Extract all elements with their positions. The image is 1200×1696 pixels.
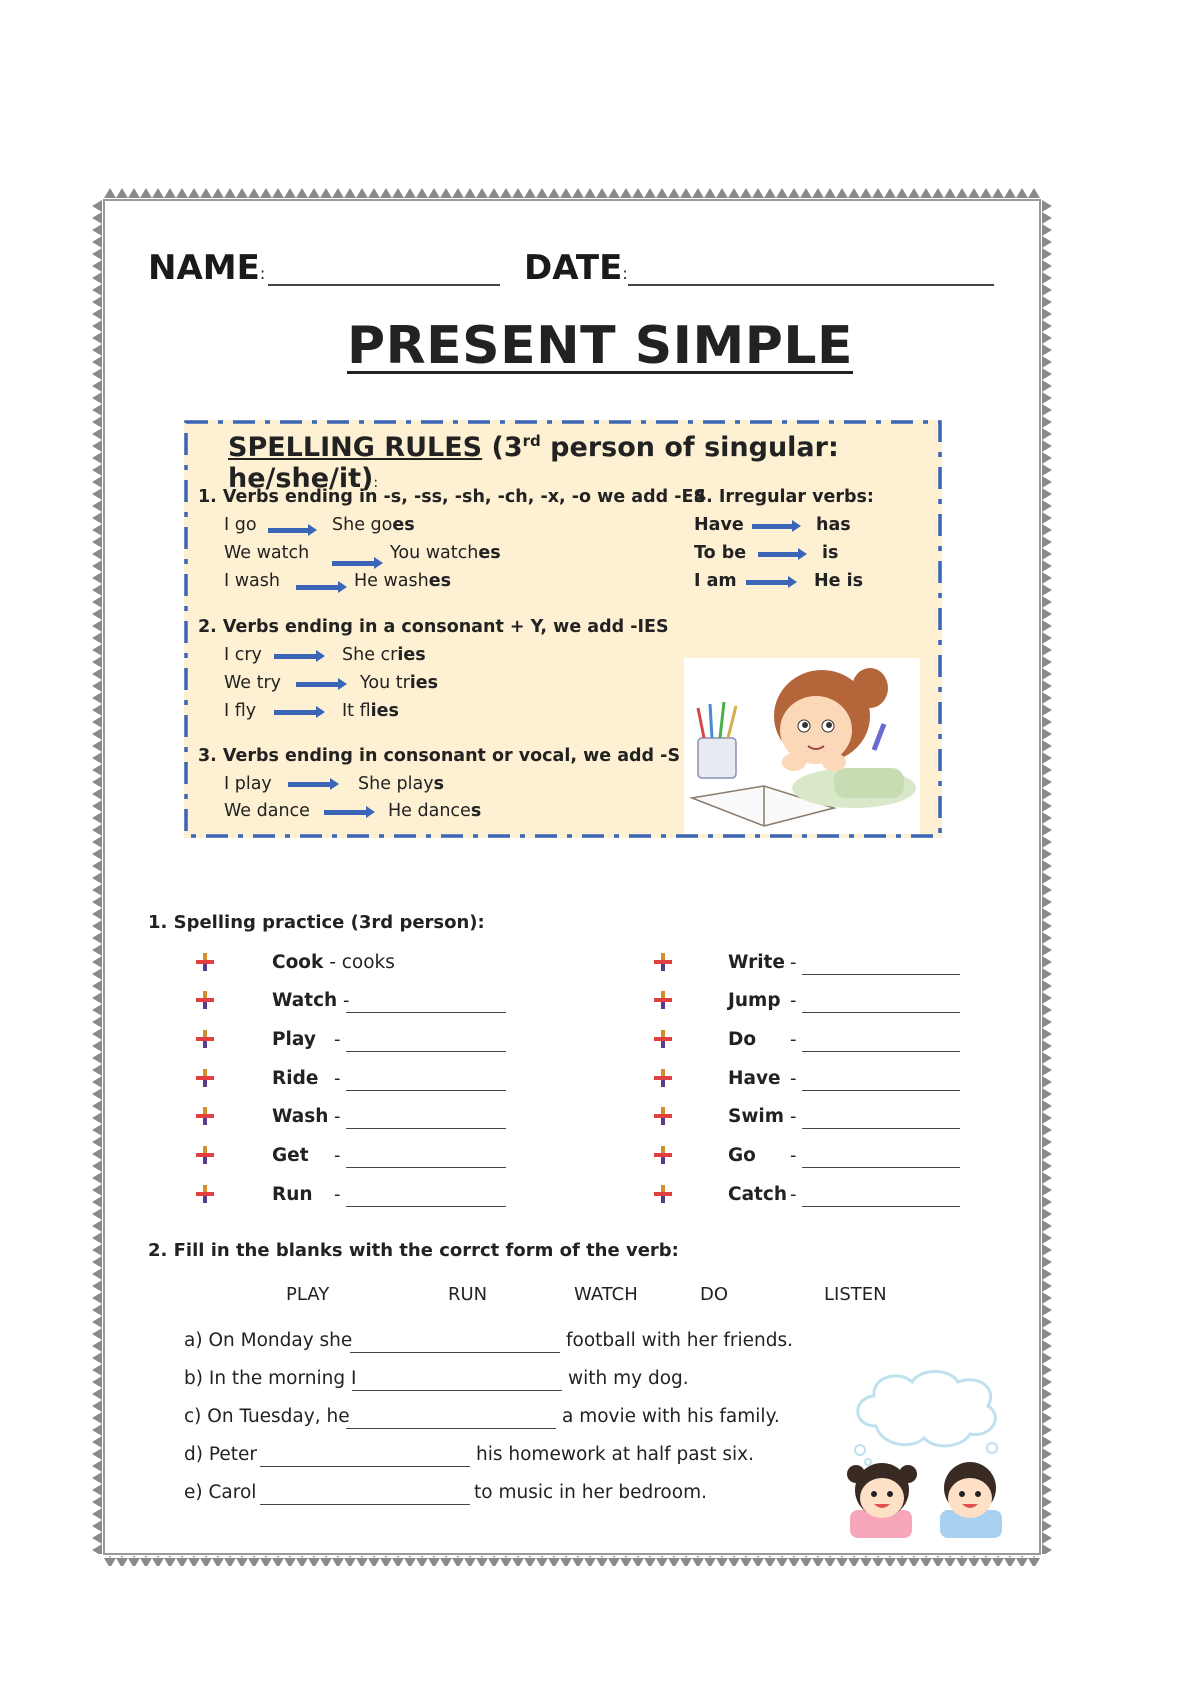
- cross-bullet-icon: [654, 1107, 672, 1125]
- sentence-a-end: football with her friends.: [566, 1330, 793, 1351]
- answer-blank-swim[interactable]: [802, 1128, 960, 1129]
- cross-bullet-icon: [654, 1069, 672, 1087]
- answer-blank-jump[interactable]: [802, 1012, 960, 1013]
- cross-bullet-icon: [654, 1146, 672, 1164]
- dash-ride: -: [334, 1068, 341, 1089]
- cross-bullet-icon: [196, 1107, 214, 1125]
- verb-wash: Wash: [272, 1106, 329, 1127]
- arrow-right-icon: [324, 810, 368, 815]
- dash-swim: -: [790, 1106, 797, 1127]
- sentence-b-start: b) In the morning I: [184, 1368, 357, 1389]
- arrow-right-icon: [268, 528, 310, 533]
- verb-watch: Watch -: [272, 990, 350, 1011]
- rules-title: SPELLING RULES (3rd person of singular: he/she/it):: [228, 432, 839, 494]
- cross-bullet-icon: [196, 1030, 214, 1048]
- answer-blank-do[interactable]: [802, 1051, 960, 1052]
- rule2-ex2-from: We try: [224, 673, 282, 693]
- verb-write: Write: [728, 952, 785, 973]
- cross-bullet-icon: [654, 1030, 672, 1048]
- verb-swim: Swim: [728, 1106, 785, 1127]
- exercise1-heading: 1. Spelling practice (3rd person):: [148, 912, 485, 933]
- name-field[interactable]: [268, 284, 500, 286]
- sentence-c-blank[interactable]: [346, 1428, 556, 1429]
- rule1-ex3-to: He washes: [354, 571, 452, 591]
- verb-play: Play: [272, 1029, 316, 1050]
- answer-blank-run[interactable]: [346, 1206, 506, 1207]
- rule1-ex2-to: You watches: [390, 543, 501, 563]
- rule3-heading: 3. Verbs ending in consonant or vocal, we add -S: [198, 746, 681, 766]
- dash-play: -: [334, 1029, 341, 1050]
- cross-bullet-icon: [196, 1185, 214, 1203]
- rule4-ex1-from: Have: [694, 515, 744, 535]
- answer-blank-write[interactable]: [802, 974, 960, 975]
- rule4-ex3-to: He is: [814, 571, 864, 591]
- verb-jump: Jump: [728, 990, 781, 1011]
- arrow-right-icon: [296, 585, 340, 590]
- sentence-b-blank[interactable]: [352, 1390, 562, 1391]
- answer-blank-watch[interactable]: [346, 1012, 506, 1013]
- arrow-right-icon: [274, 710, 318, 715]
- rule2-heading: 2. Verbs ending in a consonant + Y, we add -IES: [198, 617, 669, 637]
- arrow-right-icon: [758, 552, 800, 557]
- answer-blank-catch[interactable]: [802, 1206, 960, 1207]
- cross-bullet-icon: [654, 991, 672, 1009]
- children-illustration: [846, 1452, 1006, 1538]
- arrow-right-icon: [274, 654, 318, 659]
- sentence-c-end: a movie with his family.: [562, 1406, 780, 1427]
- sentence-d-blank[interactable]: [260, 1466, 470, 1467]
- rule2-ex3-to: It flies: [342, 701, 399, 721]
- cross-bullet-icon: [196, 1069, 214, 1087]
- date-label: DATE:: [524, 248, 628, 288]
- sentence-d-start: d) Peter: [184, 1444, 257, 1465]
- page-title: PRESENT SIMPLE: [346, 316, 854, 376]
- verb-ride: Ride: [272, 1068, 319, 1089]
- dash-have: -: [790, 1068, 797, 1089]
- arrow-right-icon: [296, 682, 340, 687]
- sentence-b-end: with my dog.: [568, 1368, 689, 1389]
- arrow-right-icon: [746, 580, 790, 585]
- answer-blank-play[interactable]: [346, 1051, 506, 1052]
- sentence-d-end: his homework at half past six.: [476, 1444, 755, 1465]
- rule2-ex2-to: You tries: [360, 673, 439, 693]
- rule3-ex1-to: She plays: [358, 774, 445, 794]
- sentence-e-end: to music in her bedroom.: [474, 1482, 707, 1503]
- thought-bubble-icon: [846, 1366, 1006, 1466]
- dash-write: -: [790, 952, 797, 973]
- arrow-right-icon: [288, 782, 332, 787]
- rule1-ex3-from: I wash: [224, 571, 280, 591]
- sentence-a-start: a) On Monday she: [184, 1330, 353, 1351]
- answer-blank-ride[interactable]: [346, 1090, 506, 1091]
- verb-get: Get: [272, 1145, 309, 1166]
- word-bank-run: RUN: [448, 1284, 488, 1305]
- dash-run: -: [334, 1184, 341, 1205]
- verb-catch: Catch: [728, 1184, 788, 1205]
- dash-jump: -: [790, 990, 797, 1011]
- answer-blank-go[interactable]: [802, 1167, 960, 1168]
- rule1-ex2-from: We watch: [224, 543, 310, 563]
- dash-catch: -: [790, 1184, 797, 1205]
- rule1-ex1-to: She goes: [332, 515, 415, 535]
- answer-blank-wash[interactable]: [346, 1128, 506, 1129]
- answer-blank-get[interactable]: [346, 1167, 506, 1168]
- sentence-e-start: e) Carol: [184, 1482, 257, 1503]
- rule4-heading: 4. Irregular verbs:: [694, 487, 874, 507]
- rule1-ex1-from: I go: [224, 515, 257, 535]
- verb-cook: Cook - cooks: [272, 952, 395, 973]
- arrow-right-icon: [752, 524, 794, 529]
- answer-blank-have[interactable]: [802, 1090, 960, 1091]
- rule2-ex1-from: I cry: [224, 645, 262, 665]
- rule4-ex2-to: is: [822, 543, 839, 563]
- cross-bullet-icon: [196, 953, 214, 971]
- sentence-e-blank[interactable]: [260, 1504, 470, 1505]
- word-bank-do: DO: [700, 1284, 729, 1305]
- word-bank-listen: LISTEN: [824, 1284, 887, 1305]
- rule4-ex3-from: I am: [694, 571, 737, 591]
- dash-get: -: [334, 1145, 341, 1166]
- rule3-ex2-to: He dances: [388, 801, 482, 821]
- page-border: [92, 188, 1052, 1566]
- rule3-ex1-from: I play: [224, 774, 272, 794]
- dash-do: -: [790, 1029, 797, 1050]
- date-field[interactable]: [628, 284, 994, 286]
- rule4-ex1-to: has: [816, 515, 851, 535]
- arrow-right-icon: [332, 561, 376, 566]
- sentence-c-start: c) On Tuesday, he: [184, 1406, 350, 1427]
- name-label: NAME:: [148, 248, 266, 288]
- girl-studying-illustration: [684, 658, 920, 834]
- rule4-ex2-from: To be: [694, 543, 747, 563]
- cross-bullet-icon: [654, 1185, 672, 1203]
- verb-go: Go: [728, 1145, 756, 1166]
- rule2-ex3-from: I fly: [224, 701, 257, 721]
- verb-do: Do: [728, 1029, 757, 1050]
- spelling-rules-box: [184, 420, 942, 838]
- sentence-a-blank[interactable]: [350, 1352, 560, 1353]
- rule3-ex2-from: We dance: [224, 801, 310, 821]
- cross-bullet-icon: [196, 1146, 214, 1164]
- exercise2-heading: 2. Fill in the blanks with the corrct form of the verb:: [148, 1240, 679, 1261]
- word-bank-play: PLAY: [286, 1284, 330, 1305]
- cross-bullet-icon: [654, 953, 672, 971]
- dash-go: -: [790, 1145, 797, 1166]
- rule2-ex1-to: She cries: [342, 645, 426, 665]
- word-bank-watch: WATCH: [574, 1284, 638, 1305]
- verb-have: Have: [728, 1068, 781, 1089]
- cross-bullet-icon: [196, 991, 214, 1009]
- rule1-heading: 1. Verbs ending in -s, -ss, -sh, -ch, -x, -o we add -ES: [198, 487, 707, 507]
- verb-run: Run: [272, 1184, 313, 1205]
- dash-wash: -: [334, 1106, 341, 1127]
